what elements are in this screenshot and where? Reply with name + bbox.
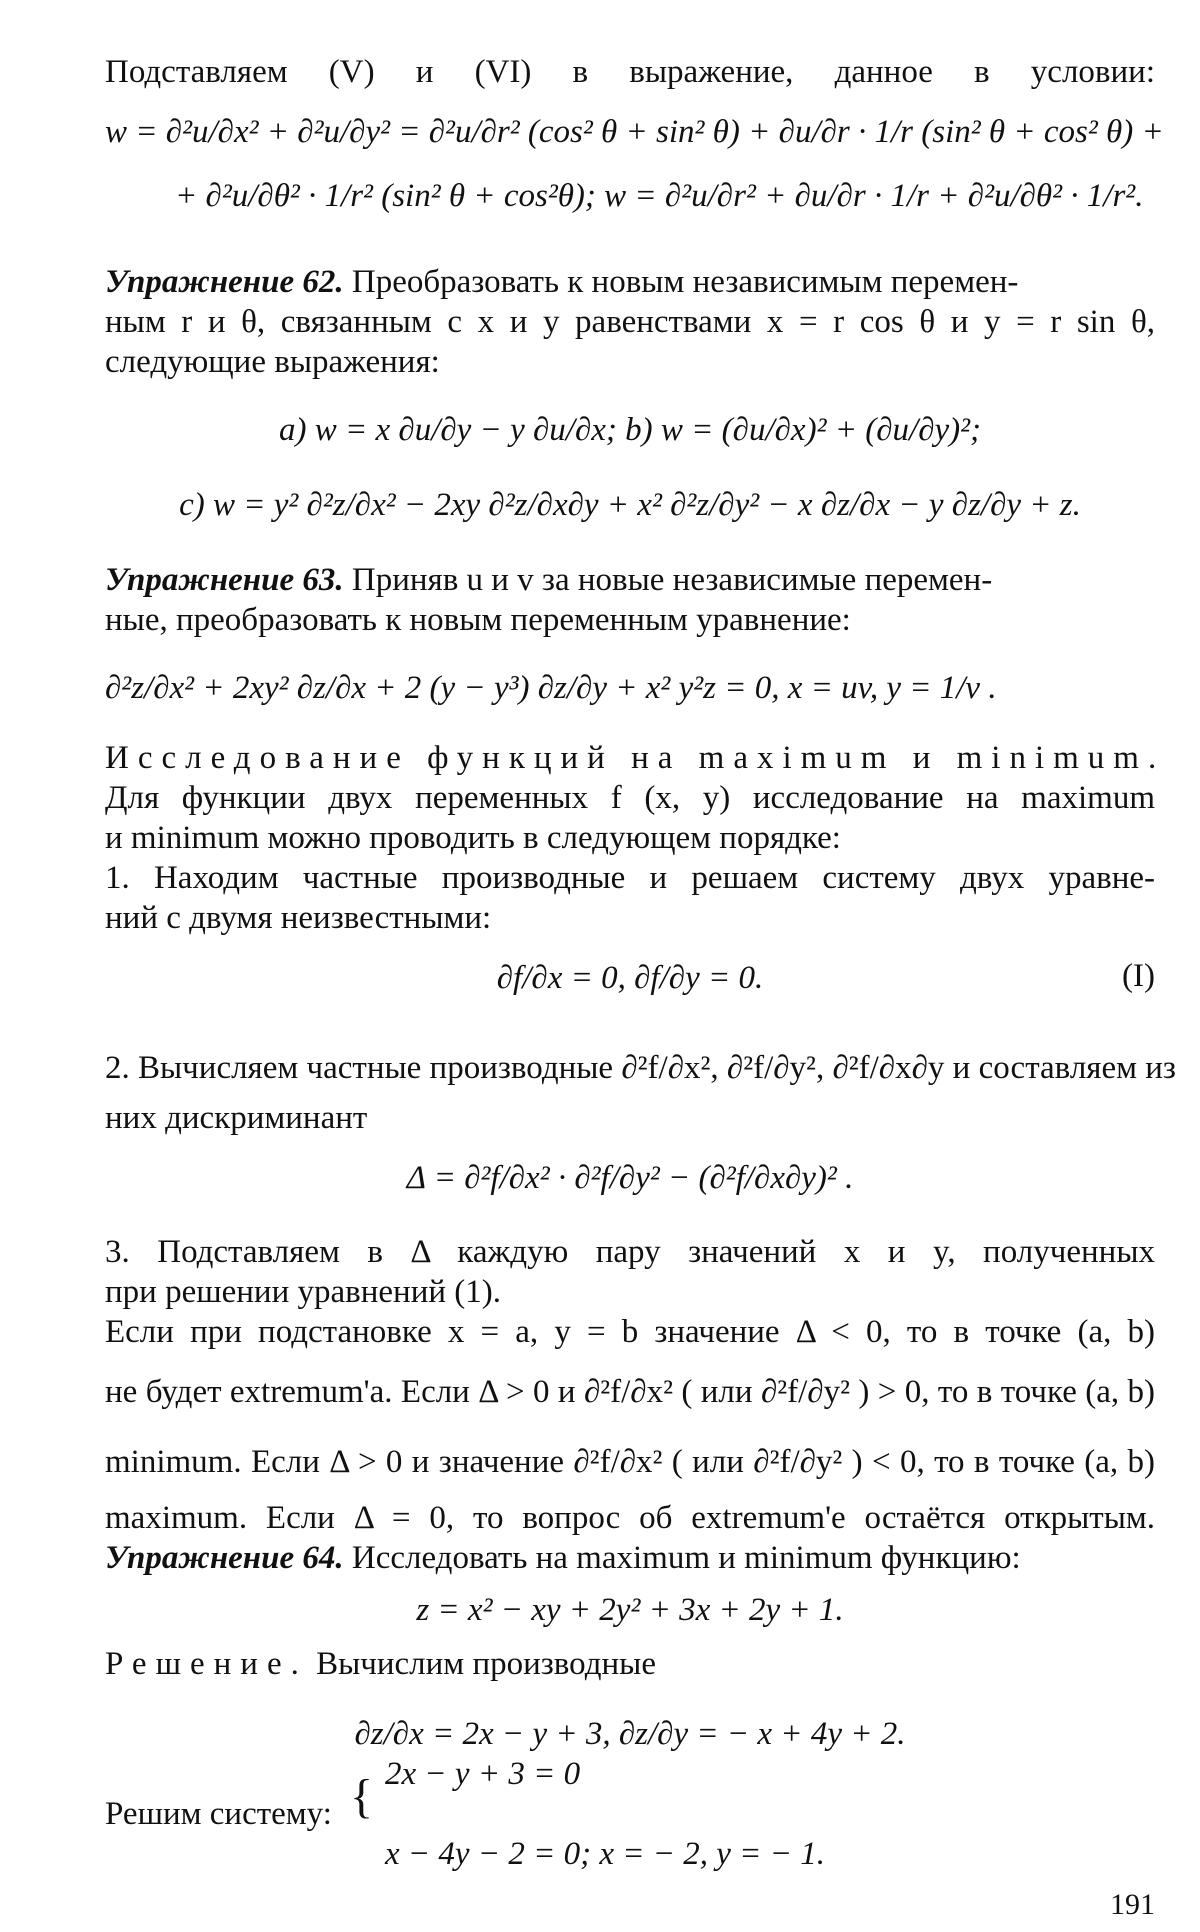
step-3-line-1: 3. Подставляем в Δ каждую пару значений x и y, полученных <box>105 1234 1155 1270</box>
exercise-62-title: Упражнение 62. <box>105 264 344 300</box>
rule-line-3: minimum. Если Δ > 0 и значение ∂²f/∂x² ( или ∂²f/∂y² ) < 0, то в точке (a, b) <box>105 1444 1155 1480</box>
exercise-62-expressions-ab: a) w = x ∂u/∂y − y ∂u/∂x; b) w = (∂u/∂x)² + (∂u/∂y)²; <box>278 412 982 448</box>
exercise-63-equation: ∂²z/∂x² + 2xy² ∂z/∂x + 2 (y − y³) ∂z/∂y + x² y²z = 0, x = uv, y = 1/v . <box>105 670 997 706</box>
page-number: 191 <box>1110 1888 1155 1921</box>
exercise-64-line-1 <box>105 1538 1155 1578</box>
equation-tag: (I) <box>1122 958 1155 994</box>
system-equation-1: 2x − y + 3 = 0 <box>385 1756 581 1792</box>
system-equation-2: x − 4y − 2 = 0; x = − 2, y = − 1. <box>385 1836 825 1872</box>
exercise-63-title: Упражнение 63. <box>105 562 344 598</box>
rule-line-1: Если при подстановке x = a, y = b значение Δ < 0, то в точке (a, b) <box>105 1314 1155 1350</box>
exercise-64-title: Упражнение 64. <box>105 1540 344 1576</box>
exercise-62-line-2: ным r и θ, связанным с x и y равенствами x = r cos θ и y = r sin θ, <box>105 304 1155 340</box>
intro-line: Подставляем (V) и (VI) в выражение, данное в условии: <box>105 54 1155 90</box>
exercise-62-line-3: следующие выражения: <box>105 344 440 380</box>
equation-w-line-2: + ∂²u/∂θ² · 1/r² (sin² θ + cos²θ); w = ∂²u/∂r² + ∂u/∂r · 1/r + ∂²u/∂θ² · 1/r². <box>175 178 1144 214</box>
exercise-64-function: z = x² − xy + 2y² + 3x + 2y + 1. <box>416 1592 844 1628</box>
exercise-62-text-1: Преобразовать к новым независимым перемен- <box>351 264 1019 300</box>
section-heading: Исследование функций на maximum и minimum. <box>105 740 1166 776</box>
paragraph-1-line-1: Для функции двух переменных f (x, y) исследование на maximum <box>105 780 1155 816</box>
exercise-62-expression-c: c) w = y² ∂²z/∂x² − 2xy ∂²z/∂x∂y + x² ∂²z/∂y² − x ∂z/∂x − y ∂z/∂y + z. <box>179 487 1081 523</box>
equation-w-line-1: w = ∂²u/∂x² + ∂²u/∂y² = ∂²u/∂r² (cos² θ + sin² θ) + ∂u/∂r · 1/r (sin² θ + cos² θ) + <box>105 114 1164 150</box>
step-1-equations: ∂f/∂x = 0, ∂f/∂y = 0. <box>496 960 764 996</box>
paragraph-1-line-2: и minimum можно проводить в следующем порядке: <box>105 820 841 856</box>
exercise-63-text-1: Приняв u и v за новые независимые перемен- <box>351 562 993 598</box>
step-2-line-2: них дискриминант <box>105 1100 368 1136</box>
system-label: Решим систему: <box>105 1796 332 1832</box>
step-3-line-2: при решении уравнений (1). <box>105 1274 501 1310</box>
step-1-line-2: ний с двумя неизвестными: <box>105 900 492 936</box>
solution-line <box>105 1644 1155 1684</box>
solution-title: Решение. <box>105 1646 308 1682</box>
exercise-63-line-1 <box>105 560 1155 600</box>
step-1-line-1: 1. Находим частные производные и решаем систему двух уравне- <box>105 860 1155 896</box>
solution-text: Вычислим производные <box>316 1646 656 1682</box>
exercise-64-text-1: Исследовать на maximum и minimum функцию: <box>351 1540 1021 1576</box>
discriminant-equation: Δ = ∂²f/∂x² · ∂²f/∂y² − (∂²f/∂x∂y)² . <box>406 1160 854 1196</box>
solution-derivatives: ∂z/∂x = 2x − y + 3, ∂z/∂y = − x + 4y + 2. <box>354 1716 906 1752</box>
rule-line-4: maximum. Если Δ = 0, то вопрос об extremum'е остаётся открытым. <box>105 1500 1155 1536</box>
exercise-62-line-1 <box>105 262 1155 302</box>
step-2-line-1: 2. Вычисляем частные производные ∂²f/∂x², ∂²f/∂y², ∂²f/∂x∂y и составляем из <box>105 1050 1176 1086</box>
system-brace: { <box>350 1770 374 1823</box>
rule-line-2: не будет extremum'а. Если Δ > 0 и ∂²f/∂x² ( или ∂²f/∂y² ) > 0, то в точке (a, b) <box>105 1374 1155 1410</box>
exercise-63-line-2: ные, преобразовать к новым переменным уравнение: <box>105 602 851 638</box>
